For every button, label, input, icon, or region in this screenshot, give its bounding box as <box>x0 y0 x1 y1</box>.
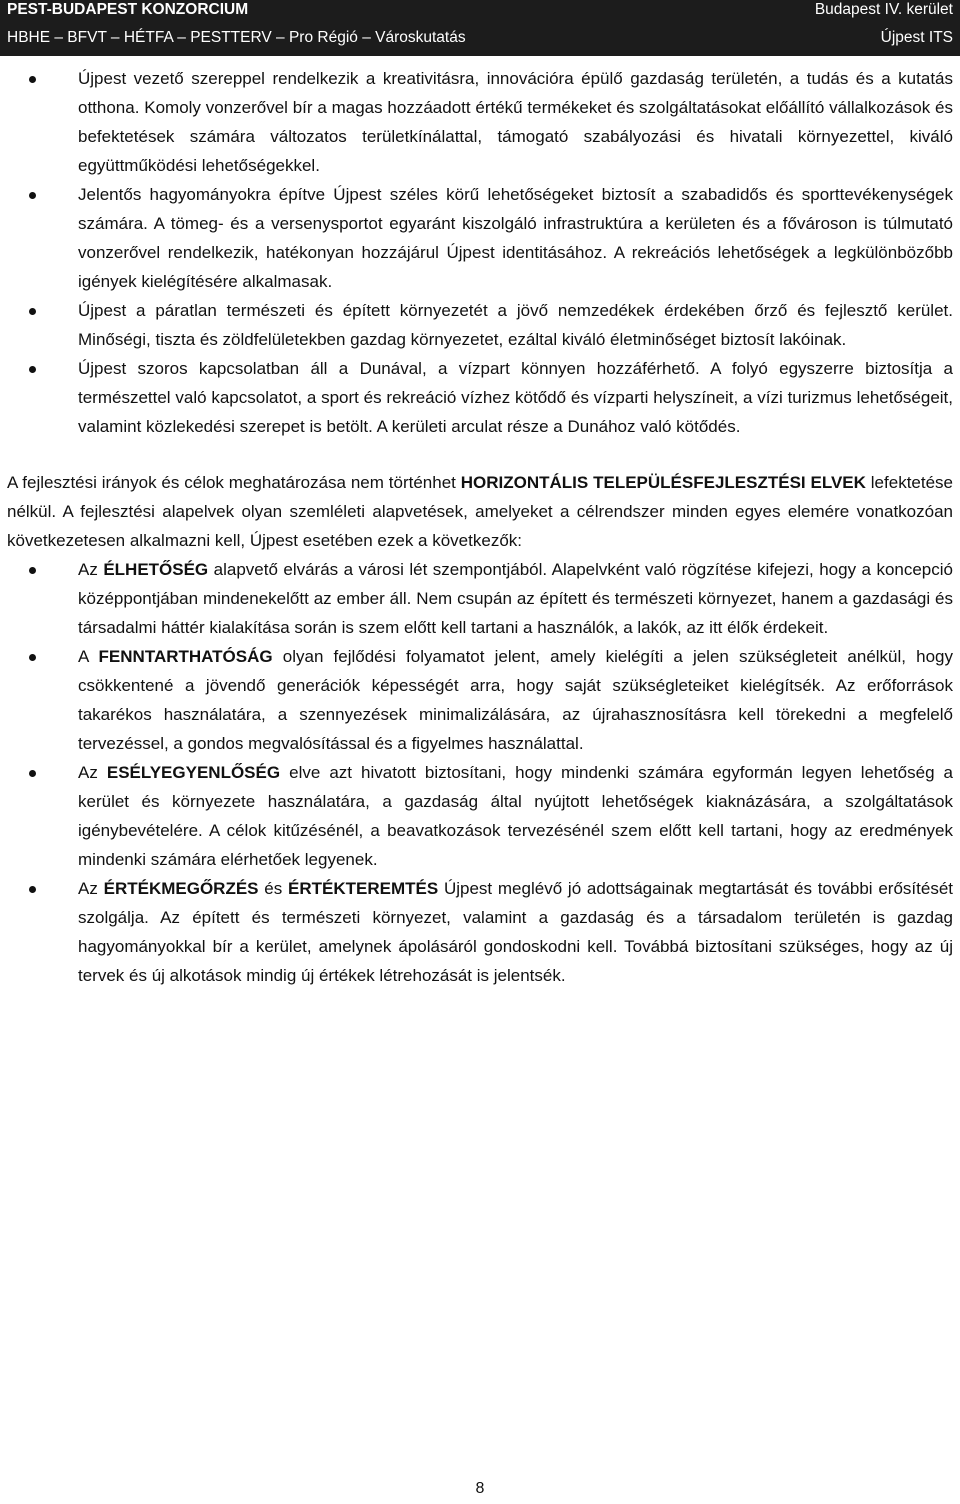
vision-bullet-list <box>7 64 953 441</box>
page-header <box>0 0 960 56</box>
bullet-icon <box>29 567 36 574</box>
principle-keyword-secondary: ÉRTÉKTEREMTÉS <box>288 879 439 898</box>
principle-prefix: A <box>78 647 99 666</box>
bullet-icon <box>29 654 36 661</box>
principle-item-livability <box>7 555 953 642</box>
principle-item-value-preservation <box>7 874 953 990</box>
principle-connector: és <box>258 879 288 898</box>
intro-text-after: lefektetése nélkül. A fejlesztési alapelvek olyan szemléleti alapvetések, amelyeket a célrendszer minden egyes elemére vonatkozóan következetesen alkalmazni kell, Újpest esetében ezek a következők: <box>7 473 954 550</box>
intro-paragraph <box>7 468 953 555</box>
header-partners: HBHE – BFVT – HÉTFA – PESTTERV – Pro Régió – Városkutatás <box>7 29 466 46</box>
list-item <box>7 354 953 441</box>
principle-keyword: ESÉLYEGYENLŐSÉG <box>106 763 281 782</box>
header-document-title: Újpest ITS <box>880 29 953 46</box>
principle-text: alapvető elvárás a városi lét szempontjából. Alapelvként való rögzítése kifejezi, hogy a koncepció középpontjában mindenekelőtt az ember áll. Nem csupán az épített és természeti környezet, hanem a gazdasági és társadalmi háttér kialakítása során is szem előtt kell tartani a használók, a lakók, az itt élők érdekeit. <box>78 560 953 637</box>
intro-text-before: A fejlesztési irányok és célok meghatározása nem történhet <box>7 473 461 492</box>
bullet-icon <box>29 308 36 315</box>
list-item-text: Újpest vezető szereppel rendelkezik a kreativitásra, innovációra épülő gazdaság területén, a tudás és a kutatás otthona. Komoly vonzerővel bír a magas hozzáadott értékű termékeket és szolgáltatásokat előállító vállalkozások és befektetések számára változatos területkínálattal, támogató szabályozási és hivatali környezettel, kiváló együttműködési lehetőségekkel. <box>78 69 953 175</box>
principle-prefix: Az <box>78 879 104 898</box>
principle-prefix: Az <box>78 763 107 782</box>
principle-text: olyan fejlődési folyamatot jelent, amely kielégíti a jelen szükségleteit anélkül, hogy csökkentené a jövendő generációk képességét arra, hogy saját szükségleteiket kielégítsék. Az erőforrások takarékos használatára, a szennyezések minimalizálására, az újrahasznosításra kell törekedni a megfelelő tervezéssel, a gondos megvalósítással és a figyelmes használattal. <box>78 647 953 753</box>
list-item-text: Újpest a páratlan természeti és épített környezetét a jövő nemzedékek érdekében őrző és fejlesztő kerület. Minőségi, tiszta és zöldfelületekben gazdag környezetet, ezáltal kiváló életminőséget biztosít lakóinak. <box>78 301 953 349</box>
bullet-icon <box>29 770 36 777</box>
header-district: Budapest IV. kerület <box>814 1 953 18</box>
principle-keyword: ÉRTÉKMEGŐRZÉS <box>103 879 259 898</box>
list-item <box>7 64 953 180</box>
list-item-text: Újpest szoros kapcsolatban áll a Dunával, a vízpart könnyen hozzáférhető. A folyó egyszerre biztosítja a természettel való kapcsolatot, a sport és rekreáció vízhez kötődő és vízparti helyszíneit, a vízi turizmus lehetőségeit, valamint közlekedési szerepet is betölt. A kerületi arculat része a Dunához való kötődés. <box>78 359 953 436</box>
principle-prefix: Az <box>78 560 104 579</box>
intro-emphasis: HORIZONTÁLIS TELEPÜLÉSFEJLESZTÉSI ELVEK <box>460 473 866 492</box>
list-item <box>7 180 953 296</box>
page-number: 8 <box>475 1480 485 1497</box>
bullet-icon <box>29 192 36 199</box>
principle-text: Újpest meglévő jó adottságainak megtartását és további erősítését szolgálja. Az épített és természeti környezet, valamint a gazdaság és a társadalom területén is gazdag hagyományokkal bír a kerület, amelynek ápolásáról gondoskodni kell. Továbbá biztosítani szükséges, hogy az új tervek és új alkotások mindig új értékek létrehozását is jelentsék. <box>78 879 953 985</box>
principle-item-sustainability <box>7 642 953 758</box>
bullet-icon <box>29 76 36 83</box>
bullet-icon <box>29 366 36 373</box>
principle-keyword: FENNTARTHATÓSÁG <box>98 647 273 666</box>
header-consortium-name: PEST-BUDAPEST KONZORCIUM <box>7 1 249 18</box>
principle-text: elve azt hivatott biztosítani, hogy mindenki számára egyformán legyen lehetőség a kerület és környezete használatára, a gazdaság által nyújtott lehetőségek kiaknázására, a szolgáltatások igénybevételére. A célok kitűzésénél, a beavatkozások tervezésénél szem előtt kell tartani, hogy az eredmények mindenki számára elérhetőek legyenek. <box>78 763 954 869</box>
list-item-text: Jelentős hagyományokra építve Újpest széles körű lehetőségeket biztosít a szabadidős és sporttevékenységek számára. A tömeg- és a versenysportot egyaránt kiszolgáló infrastruktúra a kerületen és a fővároson is túlmutató vonzerővel rendelkezik, hatékonyan hozzájárul Újpest identitásához. A rekreációs lehetőségek a legkülönbözőbb igények kielégítésére alkalmasak. <box>78 185 953 291</box>
document-body <box>7 64 953 990</box>
principle-item-equal-opportunity <box>7 758 953 874</box>
principles-bullet-list <box>7 555 953 990</box>
list-item <box>7 296 953 354</box>
bullet-icon <box>29 886 36 893</box>
principle-keyword: ÉLHETŐSÉG <box>103 560 209 579</box>
